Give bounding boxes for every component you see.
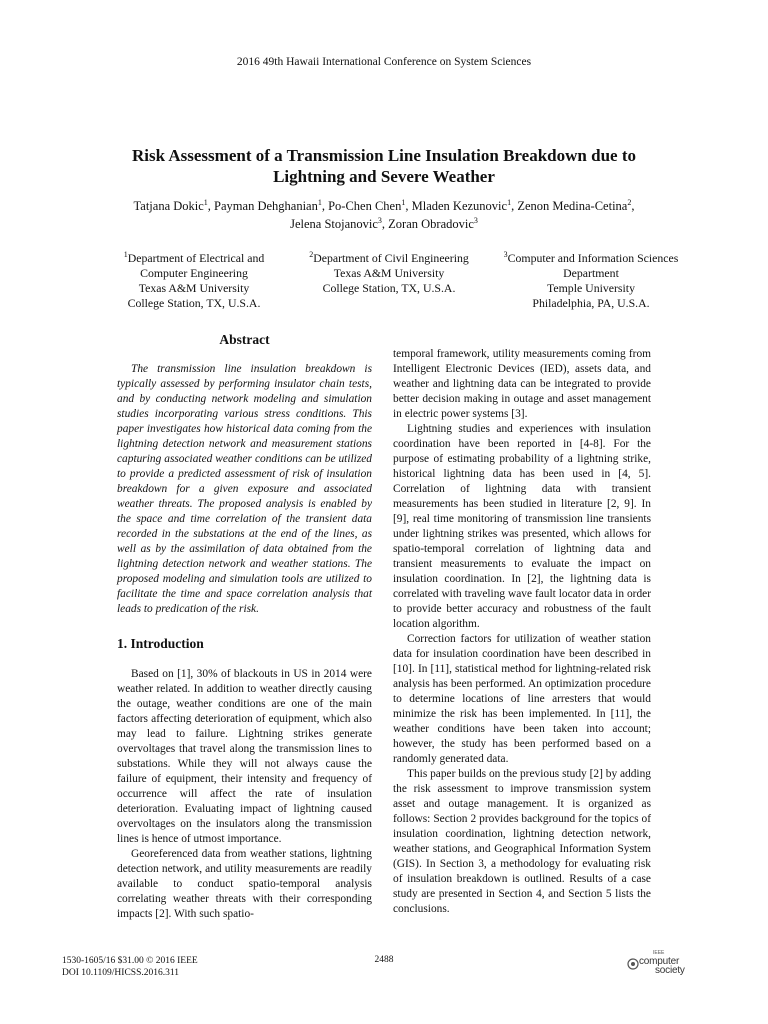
logo-mark-icon <box>627 958 639 970</box>
author: Po-Chen Chen$^1$, <box>328 197 412 213</box>
paragraph: Lightning studies and experiences with insulation coordination have been reported in [4-8]. For the purpose of estimating probability of a lightning strike, historical lightning data has been used in [4, 5]. Correlation of lightning data with transient measurements has been studied in literature [2, 9]. In [9], real time monitoring of transmission line transients under lightning strikes was presented, which allows for spatio-temporal correlation of lightning data and transient measurements to evaluate the impact on insulation coordination. In [2], the lightning data is correlated with traveling wave fault locator data in order to provide better accuracy and robustness of the fault location algorithm. <box>393 423 651 630</box>
right-column <box>393 347 651 917</box>
section-heading-introduction: 1. Introduction <box>117 636 204 651</box>
author-list <box>84 197 684 233</box>
ieee-cs-logo-icon <box>625 950 697 978</box>
abstract-heading: Abstract <box>219 332 270 347</box>
author: Mladen Kezunovic$^1$, <box>411 197 518 213</box>
author: Jelena Stojanovic$^3$, <box>290 215 389 231</box>
affiliation-1: $^1$Department of Electrical and Computer Engineering Texas A&M University College Station, TX, U.S.A. <box>123 250 265 310</box>
affiliation-3: $^3$Computer and Information Sciences Department Temple University Philadelphia, PA, U.S.A. <box>503 250 679 310</box>
title-line-1: Risk Assessment of a Transmission Line Insulation Breakdown due to <box>132 146 636 165</box>
conference-header: 2016 49th Hawaii International Conference on System Sciences <box>236 56 532 68</box>
abstract-text: The transmission line insulation breakdown is typically assessed by performing insulator chain tests, and by conducting network modeling and simulation studies incorporating various stress conditions. This paper investigates how historical data coming from the lightning detection network and measurement stations capturing associated weather conditions can be utilized to provide a predicted assessment of risk of insulation breakdown for a given exposure and associated weather threats. The proposed analysis is enabled by the space and time correlation of the transient data recorded in the substations at the end of the lines, as well as by the assimilation of data obtained from the lightning detection network and weather stations. The proposed modeling and simulation tools are utilized to facilitate the time and space correlation analysis that leads to predication of the risk. <box>117 363 372 615</box>
paragraph: Georeferenced data from weather stations, lightning detection network, and utility measurements are readily available to conduct spatio-temporal analysis correlating weather threats with their corresponding impacts [2]. With such spatio- <box>117 848 372 920</box>
doi-line: DOI 10.1109/HICSS.2016.311 <box>62 968 179 978</box>
author: Tatjana Dokic$^1$, <box>133 197 215 213</box>
paper-title <box>84 145 684 187</box>
author: Zenon Medina-Cetina$^2$, <box>517 197 635 213</box>
paragraph: This paper builds on the previous study [2] by adding the risk assessment to improve transmission system asset and outage management. It is organized as follows: Section 2 provides background for the topics of insulation coordination, lightning detection network, weather stations, and Geographical Information System (GIS). In Section 3, a methodology for evaluating risk of insulation breakdown is outlined. Results of a case study are presented in Section 4, and Section 5 lists the conclusions. <box>393 768 651 915</box>
issn-line: 1530-1605/16 $31.00 © 2016 IEEE <box>62 956 198 966</box>
logo-ieee-text: IEEE <box>653 950 665 956</box>
paragraph: Based on [1], 30% of blackouts in US in 2014 were weather related. In addition to weather directly causing the outage, weather conditions are one of the main factors affecting deterioration of equipment, which also may lead to failure. Lightning strikes generate overvoltages that travel along the transmission lines to substations. While they will not always cause the failure of equipment, their intensity and frequency of occurrence will affect the rate of insulation deterioration. Evaluating impact of lightning caused overvoltages on the insulators along the transmission lines is hence of utmost importance. <box>117 668 372 845</box>
title-line-2: Lightning and Severe Weather <box>273 167 495 186</box>
logo-society-text: society <box>655 965 685 976</box>
page-number: 2488 <box>374 955 394 965</box>
author: Zoran Obradovic$^3$ <box>388 215 478 231</box>
logo-computer-text: computer <box>639 956 680 967</box>
paragraph: temporal framework, utility measurements coming from Intelligent Electronic Devices (IED), assets data, and weather and lightning data can be integrated to provide better decision making in outage and asset management in electric power systems [3]. <box>393 348 651 420</box>
affiliation-2: $^2$Department of Civil Engineering Texas A&M University College Station, TX, U.S.A. <box>309 250 469 295</box>
left-column <box>117 331 372 922</box>
paragraph: Correction factors for utilization of weather station data for insulation coordination have been described in [10]. In [11], statistical method for lightning-related risk analysis has been performed. An optimization procedure to determine locations of line arresters that would minimize the risk has been implemented. In [11], the weather conditions have been taken into account; however, the study has been performed based on a randomly generated data. <box>393 633 651 765</box>
author: Payman Dehghanian$^1$, <box>214 197 329 213</box>
